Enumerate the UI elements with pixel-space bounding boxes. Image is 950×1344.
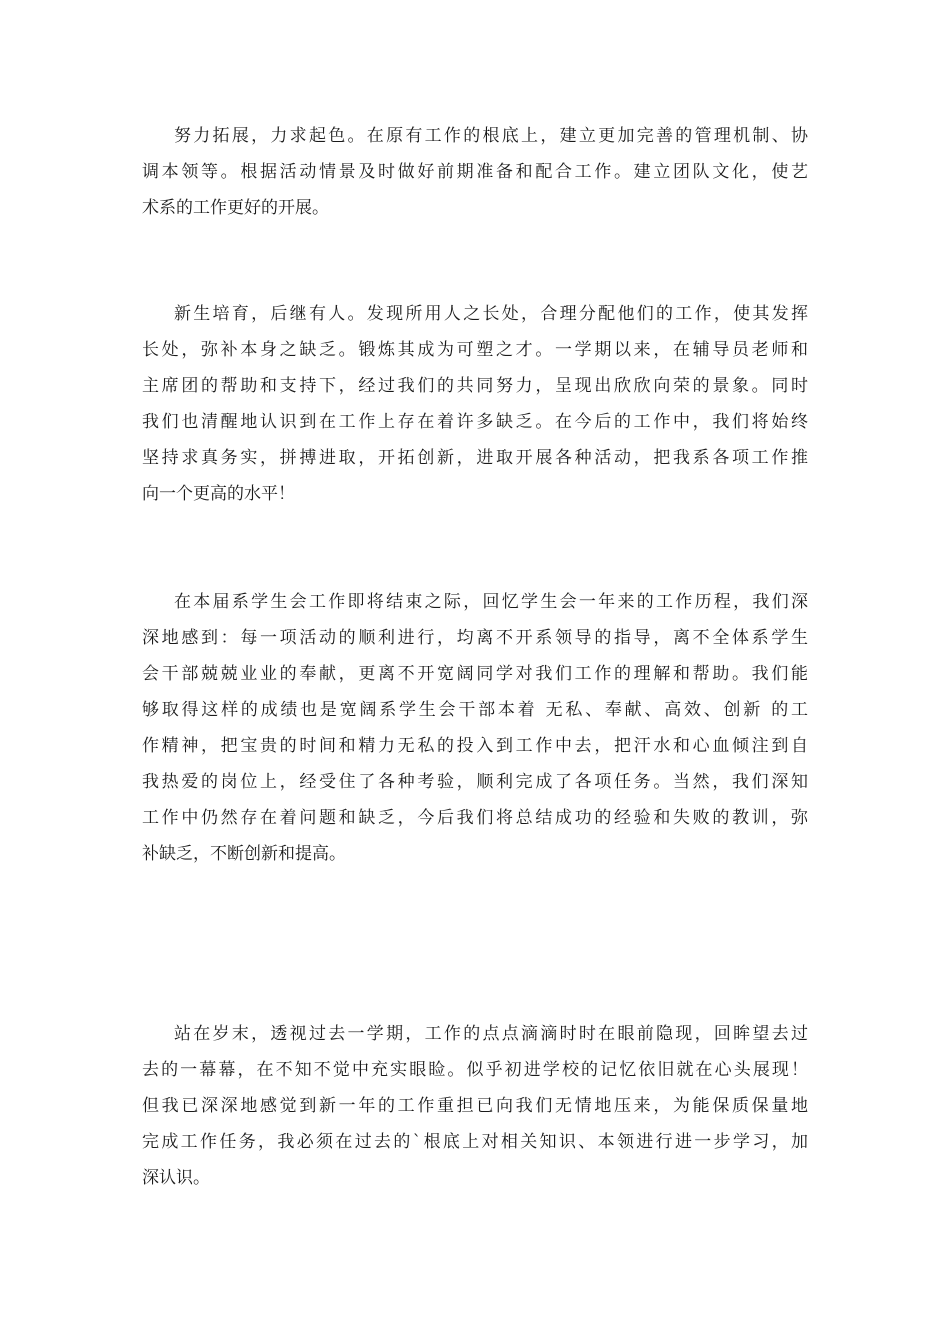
- paragraph-4: [142, 1016, 808, 1196]
- text-line: 在本届系学生会工作即将结束之际，回忆学生会一年来的工作历程，我们深: [174, 592, 808, 612]
- text-line: 调本领等。根据活动情景及时做好前期准备和配合工作。建立团队文化，使艺: [142, 162, 808, 182]
- text-line: 工作中仍然存在着问题和缺乏，今后我们将总结成功的经验和失败的教训，弥: [142, 808, 808, 828]
- text-line: 补缺乏，不断创新和提高。: [142, 844, 346, 864]
- text-line: 主席团的帮助和支持下，经过我们的共同努力，呈现出欣欣向荣的景象。同时: [142, 376, 808, 396]
- text-line: 新生培育，后继有人。发现所用人之长处，合理分配他们的工作，使其发挥: [174, 304, 808, 324]
- text-line: 深地感到：每一项活动的顺利进行，均离不开系领导的指导，离不全体系学生: [142, 628, 808, 648]
- text-line: 去的一幕幕，在不知不觉中充实眼睑。似乎初进学校的记忆依旧就在心头展现！: [142, 1060, 808, 1080]
- text-line: 向一个更高的水平！: [142, 484, 295, 504]
- text-line: 作精神，把宝贵的时间和精力无私的投入到工作中去，把汗水和心血倾注到自: [142, 736, 808, 756]
- text-line: 够取得这样的成绩也是宽阔系学生会干部本着 无私、奉献、高效、创新 的工: [142, 700, 808, 720]
- text-line: 术系的工作更好的开展。: [142, 198, 329, 218]
- paragraph-1: [142, 118, 808, 226]
- text-line: 坚持求真务实，拼搏进取，开拓创新，进取开展各种活动，把我系各项工作推: [142, 448, 808, 468]
- text-line: 深认识。: [142, 1168, 210, 1188]
- text-line: 完成工作任务，我必须在过去的`根底上对相关知识、本领进行进一步学习，加: [142, 1132, 808, 1152]
- paragraph-3: [142, 584, 808, 872]
- text-line: 我们也清醒地认识到在工作上存在着许多缺乏。在今后的工作中，我们将始终: [142, 412, 808, 432]
- text-line: 长处，弥补本身之缺乏。锻炼其成为可塑之才。一学期以来，在辅导员老师和: [142, 340, 808, 360]
- text-line: 会干部兢兢业业的奉献，更离不开宽阔同学对我们工作的理解和帮助。我们能: [142, 664, 808, 684]
- text-line: 我热爱的岗位上，经受住了各种考验，顺利完成了各项任务。当然，我们深知: [142, 772, 808, 792]
- text-line: 努力拓展，力求起色。在原有工作的根底上，建立更加完善的管理机制、协: [174, 126, 808, 146]
- paragraph-2: [142, 296, 808, 512]
- text-line: 但我已深深地感觉到新一年的工作重担已向我们无情地压来，为能保质保量地: [142, 1096, 808, 1116]
- text-line: 站在岁末，透视过去一学期，工作的点点滴滴时时在眼前隐现，回眸望去过: [174, 1024, 808, 1044]
